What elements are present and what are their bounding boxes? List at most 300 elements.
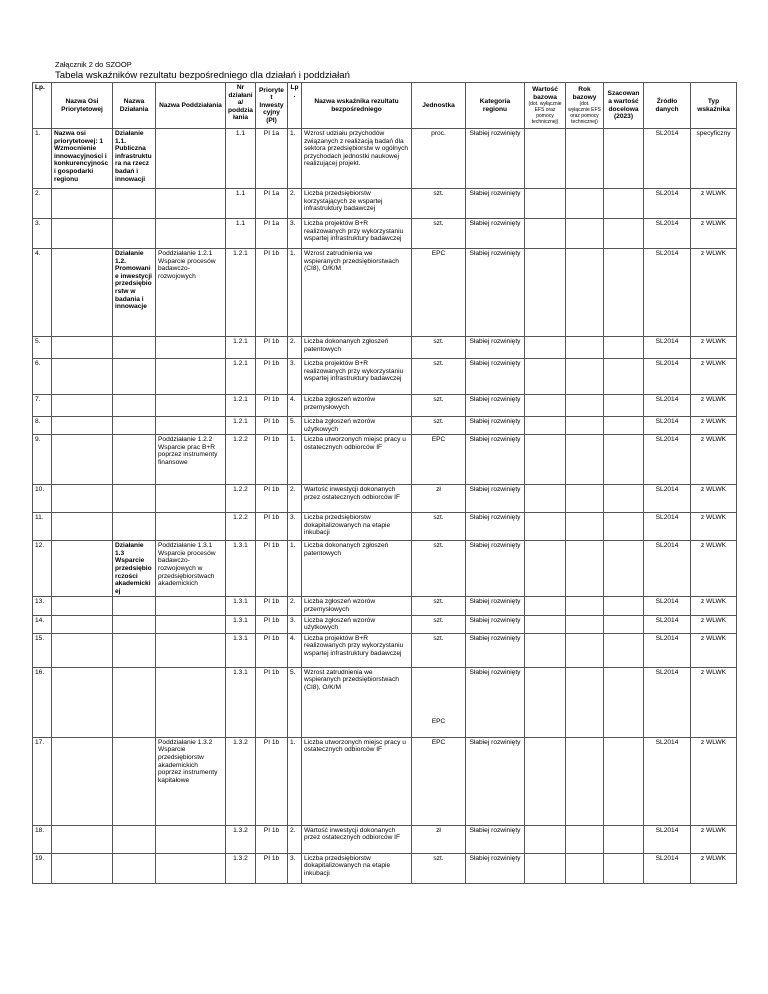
cell-cat: Słabiej rozwinięty: [466, 189, 525, 219]
cell-empty: [566, 485, 604, 513]
cell-pi: PI 1b: [256, 633, 288, 667]
cell-empty: [604, 825, 644, 853]
cell-empty: [604, 189, 644, 219]
col-pi: Priorytet Inwestycyjny (PI): [256, 83, 288, 129]
table-row: [33, 219, 737, 249]
cell-empty: [525, 667, 566, 737]
cell-empty: [566, 513, 604, 541]
cell-dz: [113, 737, 156, 825]
cell-empty: [566, 395, 604, 417]
cell-os: [52, 435, 113, 485]
cell-pi: PI 1b: [256, 395, 288, 417]
col-lp: Lp.: [33, 83, 52, 129]
cell-pod: [156, 359, 226, 395]
cell-os: [52, 825, 113, 853]
cell-empty: [525, 485, 566, 513]
cell-cat: Słabiej rozwinięty: [466, 219, 525, 249]
col-os: Nazwa Osi Priorytetowej: [52, 83, 113, 129]
cell-cat: Słabiej rozwinięty: [466, 417, 525, 435]
cell-os: [52, 597, 113, 615]
cell-typ: z WLWK: [691, 337, 737, 359]
cell-lp: 7.: [33, 395, 52, 417]
cell-lp: 3.: [33, 219, 52, 249]
cell-empty: [525, 615, 566, 633]
cell-lp: 14.: [33, 615, 52, 633]
cell-pod: [156, 853, 226, 883]
cell-lp: 1.: [33, 129, 52, 189]
cell-empty: [604, 853, 644, 883]
table-row: [33, 435, 737, 485]
col-lp2: Lp.: [288, 83, 302, 129]
cell-pi: PI 1b: [256, 825, 288, 853]
col-nr: Nr działania/ poddziałania: [226, 83, 256, 129]
cell-pod: [156, 597, 226, 615]
cell-pi: PI 1b: [256, 615, 288, 633]
cell-cat: Słabiej rozwinięty: [466, 129, 525, 189]
cell-cat: Słabiej rozwinięty: [466, 541, 525, 597]
cell-pod: [156, 633, 226, 667]
cell-empty: [525, 359, 566, 395]
cell-nr: 1.1: [226, 129, 256, 189]
cell-pi: PI 1b: [256, 597, 288, 615]
table-row: [33, 513, 737, 541]
cell-cat: Słabiej rozwinięty: [466, 667, 525, 737]
cell-pod: Poddziałanie 1.2.2 Wsparcie prac B+R poprzez instrumenty finansowe: [156, 435, 226, 485]
cell-dz: [113, 219, 156, 249]
cell-os: [52, 219, 113, 249]
cell-src: SL2014: [644, 219, 691, 249]
cell-dz: [113, 337, 156, 359]
cell-empty: [525, 249, 566, 337]
cell-unit: EPC: [412, 249, 466, 337]
cell-lp2: 2.: [288, 337, 302, 359]
cell-cat: Słabiej rozwinięty: [466, 337, 525, 359]
table-row: [33, 825, 737, 853]
cell-os: [52, 189, 113, 219]
cell-os: [52, 853, 113, 883]
cell-unit: zł: [412, 485, 466, 513]
cell-name: Liczba utworzonych miejsc pracy u ostatecznych odbiorców IF: [302, 435, 412, 485]
cell-pi: PI 1b: [256, 485, 288, 513]
cell-dz: Działanie 1.3 Wsparcie przedsiębiorczości akademickiej: [113, 541, 156, 597]
cell-pod: [156, 189, 226, 219]
cell-empty: [525, 219, 566, 249]
cell-lp: 9.: [33, 435, 52, 485]
table-row: [33, 359, 737, 395]
table-row: [33, 667, 737, 737]
cell-name: Wzrost zatrudnienia we wspieranych przedsiębiorstwach (CI8), O/K/M: [302, 667, 412, 737]
cell-empty: [604, 395, 644, 417]
cell-os: [52, 417, 113, 435]
cell-empty: [566, 667, 604, 737]
cell-empty: [604, 633, 644, 667]
cell-src: SL2014: [644, 337, 691, 359]
cell-typ: z WLWK: [691, 513, 737, 541]
table-row: [33, 395, 737, 417]
cell-os: [52, 667, 113, 737]
cell-lp2: 3.: [288, 359, 302, 395]
table-row: [33, 337, 737, 359]
table-row: [33, 189, 737, 219]
cell-pod: Poddziałanie 1.2.1 Wsparcie procesów badawczo-rozwojowych: [156, 249, 226, 337]
cell-pi: PI 1b: [256, 337, 288, 359]
cell-empty: [525, 597, 566, 615]
cell-lp: 10.: [33, 485, 52, 513]
cell-cat: Słabiej rozwinięty: [466, 633, 525, 667]
cell-empty: [604, 435, 644, 485]
cell-lp2: 1.: [288, 737, 302, 825]
table-row: [33, 129, 737, 189]
cell-nr: 1.3.2: [226, 825, 256, 853]
cell-empty: [566, 597, 604, 615]
cell-dz: [113, 417, 156, 435]
col-typ: Typ wskaźnika: [691, 83, 737, 129]
cell-dz: [113, 615, 156, 633]
cell-pi: PI 1b: [256, 737, 288, 825]
cell-name: Liczba projektów B+R realizowanych przy wykorzystaniu wspartej infrastruktury badawczej: [302, 359, 412, 395]
cell-name: Wartość inwestycji dokonanych przez ostatecznych odbiorców IF: [302, 825, 412, 853]
cell-lp: 8.: [33, 417, 52, 435]
cell-unit: szt.: [412, 513, 466, 541]
cell-empty: [566, 129, 604, 189]
cell-unit: zł: [412, 825, 466, 853]
cell-typ: z WLWK: [691, 633, 737, 667]
cell-cat: Słabiej rozwinięty: [466, 853, 525, 883]
cell-src: SL2014: [644, 825, 691, 853]
cell-lp: 19.: [33, 853, 52, 883]
cell-empty: [604, 129, 644, 189]
cell-empty: [604, 485, 644, 513]
cell-lp: 4.: [33, 249, 52, 337]
cell-empty: [566, 737, 604, 825]
cell-lp: 18.: [33, 825, 52, 853]
cell-pi: PI 1b: [256, 249, 288, 337]
cell-empty: [604, 417, 644, 435]
cell-pi: PI 1a: [256, 219, 288, 249]
cell-empty: [604, 541, 644, 597]
cell-src: SL2014: [644, 417, 691, 435]
cell-src: SL2014: [644, 737, 691, 825]
cell-name: Liczba dokonanych zgłoszeń patentowych: [302, 337, 412, 359]
cell-empty: [566, 337, 604, 359]
cell-empty: [604, 219, 644, 249]
cell-lp2: 3.: [288, 219, 302, 249]
col-wartosc-bazowa-note: (dot. wyłącznie EFS oraz pomocy technicznej): [528, 101, 562, 126]
indicator-table: [32, 82, 737, 884]
cell-typ: z WLWK: [691, 249, 737, 337]
cell-os: [52, 633, 113, 667]
cell-lp2: 2.: [288, 825, 302, 853]
cell-os: [52, 615, 113, 633]
col-poddzialanie: Nazwa Poddziałania: [156, 83, 226, 129]
cell-nr: 1.3.1: [226, 615, 256, 633]
cell-dz: [113, 513, 156, 541]
cell-name: Liczba zgłoszeń wzorów przemysłowych: [302, 395, 412, 417]
cell-src: SL2014: [644, 359, 691, 395]
cell-pod: [156, 395, 226, 417]
cell-name: Wzrost zatrudnienia we wspieranych przedsiębiorstwach (CI8), O/K/M: [302, 249, 412, 337]
cell-dz: [113, 485, 156, 513]
cell-os: [52, 513, 113, 541]
col-wskaznik: Nazwa wskaźnika rezultatu bezpośredniego: [302, 83, 412, 129]
cell-empty: [525, 853, 566, 883]
cell-lp2: 1.: [288, 435, 302, 485]
cell-name: Liczba przedsiębiorstw dokapitalizowanych na etapie inkubacji: [302, 853, 412, 883]
table-row: [33, 597, 737, 615]
cell-src: SL2014: [644, 129, 691, 189]
cell-nr: 1.3.1: [226, 541, 256, 597]
cell-pod: [156, 825, 226, 853]
cell-pi: PI 1b: [256, 359, 288, 395]
cell-empty: [525, 129, 566, 189]
cell-unit: proc.: [412, 129, 466, 189]
cell-empty: [604, 615, 644, 633]
cell-empty: [566, 417, 604, 435]
cell-empty: [604, 337, 644, 359]
cell-empty: [525, 633, 566, 667]
cell-empty: [604, 249, 644, 337]
cell-pod: [156, 417, 226, 435]
cell-src: SL2014: [644, 485, 691, 513]
cell-cat: Słabiej rozwinięty: [466, 485, 525, 513]
col-kategoria: Kategoria regionu: [466, 83, 525, 129]
cell-dz: [113, 667, 156, 737]
cell-lp2: 1.: [288, 129, 302, 189]
cell-typ: z WLWK: [691, 395, 737, 417]
cell-empty: [566, 615, 604, 633]
cell-nr: 1.3.1: [226, 633, 256, 667]
cell-empty: [604, 513, 644, 541]
cell-lp: 6.: [33, 359, 52, 395]
cell-pod: [156, 337, 226, 359]
annex-label: Załącznik 2 do SZOOP: [55, 60, 132, 69]
cell-nr: 1.2.1: [226, 395, 256, 417]
cell-name: Liczba projektów B+R realizowanych przy wykorzystaniu wspartej infrastruktury badawczej: [302, 219, 412, 249]
cell-name: Liczba przedsiębiorstw korzystających ze wspartej infrastruktury badawczej: [302, 189, 412, 219]
cell-cat: Słabiej rozwinięty: [466, 359, 525, 395]
cell-lp2: 1.: [288, 249, 302, 337]
cell-typ: z WLWK: [691, 189, 737, 219]
cell-empty: [566, 853, 604, 883]
col-wartosc-bazowa: [525, 83, 566, 129]
cell-empty: [566, 359, 604, 395]
cell-lp: 5.: [33, 337, 52, 359]
cell-name: Liczba projektów B+R realizowanych przy wykorzystaniu wspartej infrastruktury badawczej: [302, 633, 412, 667]
cell-lp2: 3.: [288, 853, 302, 883]
cell-dz: [113, 435, 156, 485]
cell-lp2: 2.: [288, 189, 302, 219]
cell-typ: z WLWK: [691, 219, 737, 249]
cell-nr: 1.2.1: [226, 249, 256, 337]
cell-cat: Słabiej rozwinięty: [466, 435, 525, 485]
cell-os: [52, 359, 113, 395]
cell-dz: [113, 633, 156, 667]
cell-cat: Słabiej rozwinięty: [466, 615, 525, 633]
cell-src: SL2014: [644, 615, 691, 633]
cell-dz: Działanie 1.1. Publiczna infrastruktura na rzecz badań i innowacji: [113, 129, 156, 189]
cell-empty: [566, 825, 604, 853]
cell-nr: 1.3.2: [226, 737, 256, 825]
cell-src: SL2014: [644, 597, 691, 615]
cell-src: SL2014: [644, 541, 691, 597]
cell-typ: specyficzny: [691, 129, 737, 189]
cell-name: Wzrost udziału przychodów związanych z realizacją badań dla sektora przedsiębiorstw w ogólnych przychodach jednostki naukowej realizującej projekt.: [302, 129, 412, 189]
cell-lp2: 5.: [288, 667, 302, 737]
cell-dz: [113, 597, 156, 615]
cell-pi: PI 1b: [256, 435, 288, 485]
cell-dz: [113, 359, 156, 395]
cell-cat: Słabiej rozwinięty: [466, 249, 525, 337]
cell-lp2: 4.: [288, 395, 302, 417]
cell-nr: 1.3.1: [226, 597, 256, 615]
table-row: [33, 633, 737, 667]
cell-lp2: 2.: [288, 597, 302, 615]
cell-nr: 1.3.1: [226, 667, 256, 737]
cell-os: [52, 249, 113, 337]
cell-unit: EPC: [412, 667, 466, 737]
cell-name: Liczba zgłoszeń wzorów przemysłowych: [302, 597, 412, 615]
cell-pod: [156, 513, 226, 541]
col-zrodlo: Źródło danych: [644, 83, 691, 129]
cell-empty: [566, 633, 604, 667]
cell-nr: 1.2.1: [226, 359, 256, 395]
cell-typ: z WLWK: [691, 541, 737, 597]
cell-empty: [566, 541, 604, 597]
cell-unit: szt.: [412, 417, 466, 435]
cell-pi: PI 1b: [256, 513, 288, 541]
table-row: [33, 615, 737, 633]
col-rok-bazowy-note: (dot. wyłącznie EFS oraz pomocy technicznej): [568, 101, 601, 126]
cell-src: SL2014: [644, 435, 691, 485]
cell-src: SL2014: [644, 853, 691, 883]
cell-cat: Słabiej rozwinięty: [466, 395, 525, 417]
cell-empty: [525, 541, 566, 597]
cell-pi: PI 1b: [256, 667, 288, 737]
cell-lp2: 1.: [288, 541, 302, 597]
cell-pi: PI 1a: [256, 129, 288, 189]
cell-lp: 15.: [33, 633, 52, 667]
cell-empty: [525, 435, 566, 485]
cell-empty: [525, 395, 566, 417]
cell-nr: 1.3.2: [226, 853, 256, 883]
col-szacowana: Szacowana wartość docelowa (2023): [604, 83, 644, 129]
cell-cat: Słabiej rozwinięty: [466, 825, 525, 853]
cell-empty: [604, 737, 644, 825]
cell-name: Liczba zgłoszeń wzorów użytkowych: [302, 417, 412, 435]
cell-typ: z WLWK: [691, 417, 737, 435]
cell-pod: Poddziałanie 1.3.2 Wsparcie przedsiębiorstw akademickich poprzez instrumenty kapitałowe: [156, 737, 226, 825]
cell-dz: [113, 189, 156, 219]
cell-pod: [156, 667, 226, 737]
cell-typ: z WLWK: [691, 853, 737, 883]
cell-typ: z WLWK: [691, 615, 737, 633]
table-body: [33, 129, 737, 884]
cell-typ: z WLWK: [691, 667, 737, 737]
cell-empty: [566, 435, 604, 485]
cell-empty: [604, 667, 644, 737]
cell-dz: [113, 395, 156, 417]
cell-empty: [525, 417, 566, 435]
table-row: [33, 249, 737, 337]
cell-pod: [156, 485, 226, 513]
cell-empty: [525, 337, 566, 359]
cell-dz: [113, 853, 156, 883]
cell-nr: 1.2.2: [226, 485, 256, 513]
cell-unit: EPC: [412, 435, 466, 485]
table-row: [33, 417, 737, 435]
table-row: [33, 737, 737, 825]
cell-os: Nazwa osi priorytetowej: 1 Wzmocnienie innowacyjności i konkurencyjności gospodarki regionu: [52, 129, 113, 189]
cell-nr: 1.1: [226, 189, 256, 219]
cell-typ: z WLWK: [691, 435, 737, 485]
cell-empty: [604, 597, 644, 615]
cell-unit: szt.: [412, 853, 466, 883]
cell-os: [52, 541, 113, 597]
col-rok-bazowy-label: Rok bazowy: [572, 85, 597, 101]
cell-unit: szt.: [412, 189, 466, 219]
cell-empty: [525, 737, 566, 825]
cell-dz: Działanie 1.2. Promowanie inwestycji przedsiębiorstw w badania i innowacje: [113, 249, 156, 337]
cell-dz: [113, 825, 156, 853]
cell-unit: szt.: [412, 615, 466, 633]
cell-cat: Słabiej rozwinięty: [466, 513, 525, 541]
cell-empty: [525, 189, 566, 219]
cell-lp2: 4.: [288, 633, 302, 667]
col-wartosc-bazowa-label: Wartość bazowa: [532, 85, 558, 101]
cell-typ: z WLWK: [691, 825, 737, 853]
cell-pod: [156, 615, 226, 633]
col-dzialanie: Nazwa Działania: [113, 83, 156, 129]
cell-nr: 1.1: [226, 219, 256, 249]
cell-unit: szt.: [412, 219, 466, 249]
cell-lp: 11.: [33, 513, 52, 541]
cell-unit: szt.: [412, 359, 466, 395]
cell-empty: [525, 825, 566, 853]
cell-unit: szt.: [412, 541, 466, 597]
cell-empty: [525, 513, 566, 541]
cell-src: SL2014: [644, 395, 691, 417]
cell-nr: 1.2.2: [226, 513, 256, 541]
cell-unit: szt.: [412, 395, 466, 417]
cell-name: Wartość inwestycji dokonanych przez ostatecznych odbiorców IF: [302, 485, 412, 513]
cell-pi: PI 1b: [256, 417, 288, 435]
col-jednostka: Jednostka: [412, 83, 466, 129]
cell-lp: 16.: [33, 667, 52, 737]
cell-os: [52, 337, 113, 359]
table-row: [33, 485, 737, 513]
cell-pi: PI 1a: [256, 189, 288, 219]
cell-src: SL2014: [644, 513, 691, 541]
cell-lp2: 3.: [288, 513, 302, 541]
cell-os: [52, 737, 113, 825]
cell-src: SL2014: [644, 667, 691, 737]
cell-typ: z WLWK: [691, 485, 737, 513]
cell-src: SL2014: [644, 249, 691, 337]
col-rok-bazowy: [566, 83, 604, 129]
cell-name: Liczba dokonanych zgłoszeń patentowych: [302, 541, 412, 597]
cell-lp: 2.: [33, 189, 52, 219]
cell-pod: [156, 219, 226, 249]
cell-pi: PI 1b: [256, 541, 288, 597]
cell-lp2: 5.: [288, 417, 302, 435]
cell-empty: [566, 189, 604, 219]
cell-pod: Poddziałanie 1.3.1 Wsparcie procesów badawczo-rozwojowych w przedsiębiorstwach akademickich: [156, 541, 226, 597]
table-row: [33, 541, 737, 597]
cell-empty: [566, 219, 604, 249]
cell-pod: [156, 129, 226, 189]
cell-unit: EPC: [412, 737, 466, 825]
cell-lp2: 2.: [288, 485, 302, 513]
